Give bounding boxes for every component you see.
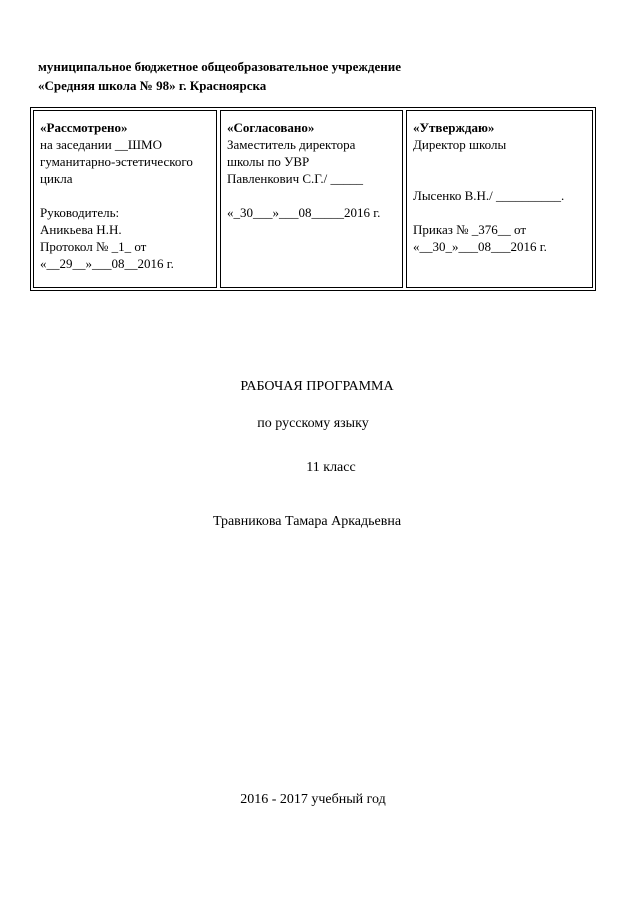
approved-position: Директор школы — [413, 137, 507, 152]
school-type: муниципальное бюджетное общеобразовательное учреждение — [38, 59, 401, 74]
school-header — [38, 57, 401, 95]
reviewed-meeting: на заседании __ШМО — [40, 137, 162, 152]
approval-table — [30, 107, 596, 291]
agreed-signature: Павленкович С.Г./ _____ — [227, 171, 363, 186]
reviewed-head-label: Руководитель: — [40, 205, 120, 220]
agreed-cell — [220, 110, 403, 288]
reviewed-cycle: цикла — [40, 171, 73, 186]
agreed-title: «Согласовано» — [227, 120, 315, 135]
reviewed-cell — [33, 110, 217, 288]
program-title: РАБОЧАЯ ПРОГРАММА — [240, 379, 394, 394]
approved-date: «__30_»___08___2016 г. — [413, 239, 547, 254]
reviewed-head-name: Аникьева Н.Н. — [40, 222, 122, 237]
agreed-position-detail: школы по УВР — [227, 154, 310, 169]
reviewed-protocol: Протокол № _1_ от — [40, 239, 147, 254]
agreed-date: «_30___»___08_____2016 г. — [227, 205, 381, 220]
school-name: «Средняя школа № 98» г. Красноярска — [38, 78, 267, 93]
reviewed-department: гуманитарно-эстетического — [40, 154, 193, 169]
academic-year: 2016 - 2017 учебный год — [240, 792, 386, 807]
approved-title: «Утверждаю» — [413, 120, 495, 135]
program-subject: по русскому языку — [257, 416, 369, 431]
program-teacher: Травникова Тамара Аркадьевна — [212, 514, 402, 529]
agreed-position: Заместитель директора — [227, 137, 356, 152]
reviewed-date: «__29__»___08__2016 г. — [40, 256, 174, 271]
approved-signature: Лысенко В.Н./ __________. — [413, 188, 565, 203]
reviewed-title: «Рассмотрено» — [40, 120, 128, 135]
program-grade: 11 класс — [306, 460, 356, 475]
approved-cell — [406, 110, 593, 288]
approved-order: Приказ № _376__ от — [413, 222, 527, 237]
